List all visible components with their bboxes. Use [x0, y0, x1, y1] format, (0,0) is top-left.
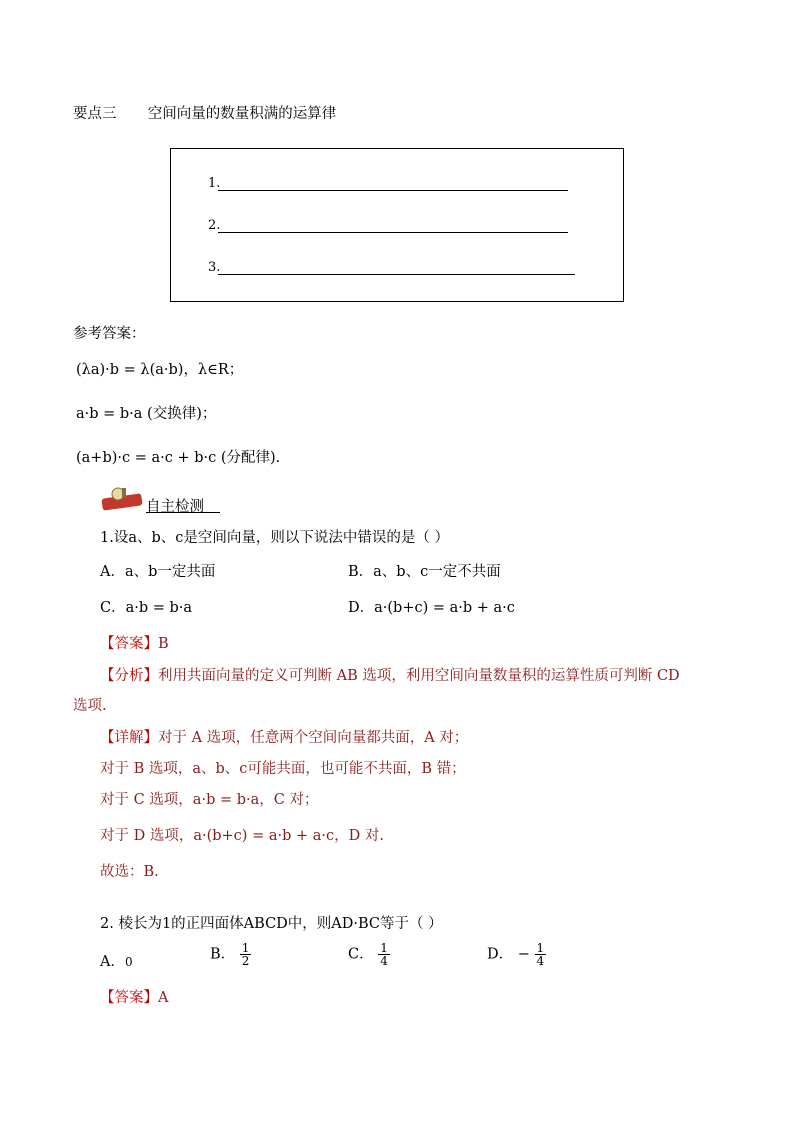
q1-option-d: D．a·(b+c) = a·b + a·c	[348, 600, 515, 616]
q2-option-d-fraction	[535, 942, 547, 967]
q2-answer-value: A	[158, 990, 169, 1006]
section-title: 空间向量的数量积满的运算律	[147, 106, 337, 122]
q1-analysis-tag: 【分析】	[100, 668, 158, 684]
q1-detail-3: 对于 C 选项，a·b = b·a，C 对；	[100, 792, 319, 808]
q1-detail-2: 对于 B 选项，a、b、c可能共面，也可能不共面，B 错；	[100, 761, 466, 777]
q2-option-b-denominator: 2	[241, 954, 250, 968]
q2-option-b-numerator: 1	[241, 941, 250, 955]
q1-stem: 1.设a、b、c是空间向量，则以下说法中错误的是（ ）	[100, 530, 449, 546]
q1-answer	[100, 632, 169, 653]
q2-option-a-value: 0	[124, 955, 133, 969]
q1-detail-4: 对于 D 选项，a·(b+c) = a·b + a·c，D 对.	[100, 828, 384, 844]
q1-detail-1-text: 对于 A 选项，任意两个空间向量都共面，A 对；	[158, 730, 469, 746]
q2-option-b-label: B．	[210, 946, 236, 963]
q1-detail-1	[100, 726, 468, 747]
blank-3-line	[218, 274, 575, 275]
q2-option-d-numerator: 1	[536, 941, 545, 955]
law-associative: (λa)·b = λ(a·b)，λ∈R；	[76, 362, 244, 378]
q2-stem: 2. 棱长为1的正四面体ABCD中，则AD·BC等于（ ）	[100, 916, 443, 932]
q1-analysis-cont: 选项.	[73, 698, 107, 714]
q1-option-a: A．a、b一定共面	[100, 564, 216, 580]
blank-1-line	[218, 190, 568, 191]
self-check-logo-icon	[100, 486, 146, 512]
blank-1-label: 1.	[208, 176, 221, 191]
fill-in-box	[170, 148, 624, 302]
q2-option-b	[210, 942, 251, 967]
q2-option-c	[348, 942, 390, 967]
self-check-underline	[146, 512, 220, 513]
law-distributive: (a+b)·c = a·c + b·c (分配律).	[76, 450, 281, 466]
q2-option-a-label: A．	[100, 954, 125, 970]
q2-option-d	[487, 942, 546, 967]
q1-answer-tag: 【答案】	[100, 636, 158, 652]
q2-answer	[100, 986, 168, 1007]
q2-option-c-label: C．	[348, 946, 374, 963]
q2-option-c-numerator: 1	[380, 941, 388, 955]
q2-option-b-fraction	[240, 942, 252, 967]
q1-answer-value: B	[158, 636, 169, 652]
q1-option-c: C．a·b = b·a	[100, 600, 193, 616]
blank-3-label: 3.	[208, 260, 221, 275]
q2-answer-tag: 【答案】	[100, 990, 158, 1006]
q2-option-d-label: D．	[487, 946, 514, 963]
q1-detail-tag: 【详解】	[100, 730, 158, 746]
q1-conclusion: 故选：B.	[100, 864, 159, 880]
reference-heading: 参考答案：	[73, 326, 146, 342]
q2-option-a	[100, 950, 133, 971]
blank-2-line	[218, 232, 568, 233]
blank-2-label: 2.	[208, 218, 221, 233]
q1-analysis	[100, 664, 680, 685]
self-check-heading: 自主检测	[146, 499, 204, 515]
q2-option-d-denominator: 4	[536, 954, 545, 968]
q1-option-b: B．a、b、c一定不共面	[348, 564, 501, 580]
q2-option-c-denominator: 4	[380, 954, 388, 968]
q2-option-c-fraction	[378, 942, 390, 967]
law-commutative: a·b = b·a (交换律)；	[76, 406, 217, 422]
q1-analysis-text: 利用共面向量的定义可判断 AB 选项，利用空间向量数量积的运算性质可判断 CD	[158, 668, 680, 684]
section-label: 要点三	[73, 106, 117, 122]
q2-option-d-sign: −	[517, 946, 530, 963]
section-heading	[73, 102, 336, 123]
